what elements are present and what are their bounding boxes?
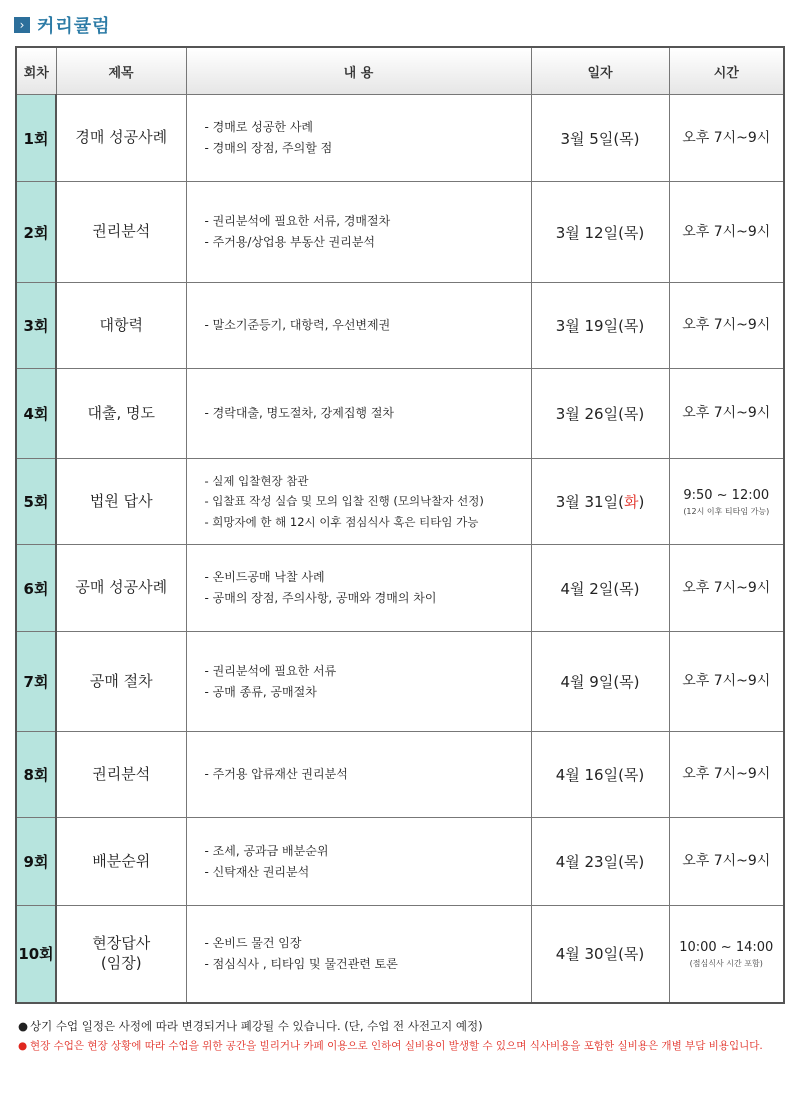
session-title: 대항력 — [56, 283, 186, 369]
session-number: 9회 — [16, 818, 56, 906]
session-date: 3월 12일(목) — [531, 182, 669, 283]
time-note: (점심식사 시간 포함) — [689, 959, 763, 969]
content-line: - 점심식사 , 티타임 및 물건관련 토론 — [204, 956, 398, 971]
session-number: 3회 — [16, 283, 56, 369]
session-time: 오후 7시~9시 — [669, 95, 784, 182]
table-row — [16, 818, 784, 906]
content-line: - 조세, 공과금 배분순위 — [204, 843, 329, 858]
table-row — [16, 545, 784, 632]
header-title: 제목 — [56, 47, 186, 95]
session-title: 경매 성공사례 — [56, 95, 186, 182]
note-text: 상기 수업 일정은 사정에 따라 변경되거나 폐강될 수 있습니다. (단, 수업 전 사전고지 예정) — [30, 1019, 483, 1033]
content-line: - 권리분석에 필요한 서류 — [204, 663, 337, 678]
session-content — [186, 818, 531, 906]
bullet-icon: ● — [18, 1019, 29, 1033]
header-date: 일자 — [531, 47, 669, 95]
time-range: 9:50 ~ 12:00 — [683, 488, 770, 503]
date-text-end: ) — [638, 493, 645, 511]
session-date: 4월 16일(목) — [531, 732, 669, 818]
session-content — [186, 369, 531, 459]
content-line: - 공매 종류, 공매절차 — [204, 684, 317, 699]
session-title-line: (임장) — [100, 953, 142, 972]
content-line: - 온비드공매 낙찰 사례 — [204, 570, 325, 584]
session-title: 대출, 명도 — [56, 369, 186, 459]
session-date — [531, 459, 669, 545]
header-session: 회차 — [16, 47, 56, 95]
table-row — [16, 732, 784, 818]
session-title: 공매 절차 — [56, 632, 186, 732]
content-line: - 주거용 압류재산 권리분석 — [204, 767, 348, 781]
session-date: 4월 2일(목) — [531, 545, 669, 632]
date-weekday-highlight: 화 — [623, 493, 639, 511]
table-row — [16, 632, 784, 732]
session-number: 6회 — [16, 545, 56, 632]
session-number: 4회 — [16, 369, 56, 459]
session-time: 오후 7시~9시 — [669, 632, 784, 732]
session-date: 3월 26일(목) — [531, 369, 669, 459]
session-content — [186, 545, 531, 632]
note-item-warning — [18, 1036, 763, 1056]
content-line: - 경매의 장점, 주의할 점 — [204, 141, 333, 155]
section-heading — [14, 12, 111, 38]
table-row — [16, 906, 784, 1003]
table-row — [16, 283, 784, 369]
session-time: 오후 7시~9시 — [669, 732, 784, 818]
session-time: 오후 7시~9시 — [669, 369, 784, 459]
content-line: - 온비드 물건 임장 — [204, 935, 302, 950]
session-date: 4월 23일(목) — [531, 818, 669, 906]
session-title-line: 현장답사 — [92, 934, 151, 953]
session-title — [56, 906, 186, 1003]
session-date: 3월 5일(목) — [531, 95, 669, 182]
content-line: - 경락대출, 명도절차, 강제집행 절차 — [204, 406, 395, 420]
content-line: - 말소기준등기, 대항력, 우선변제권 — [204, 318, 391, 332]
session-number: 10회 — [16, 906, 56, 1003]
session-content — [186, 732, 531, 818]
session-title: 권리분석 — [56, 732, 186, 818]
bullet-icon: ● — [18, 1040, 28, 1052]
session-content — [186, 459, 531, 545]
session-time: 오후 7시~9시 — [669, 818, 784, 906]
session-content — [186, 906, 531, 1003]
time-range: 10:00 ~ 14:00 — [679, 940, 774, 956]
session-number: 2회 — [16, 182, 56, 283]
content-line: - 주거용/상업용 부동산 권리분석 — [204, 235, 376, 249]
session-date: 4월 9일(목) — [531, 632, 669, 732]
session-time: 오후 7시~9시 — [669, 545, 784, 632]
session-title: 권리분석 — [56, 182, 186, 283]
curriculum-table — [15, 46, 785, 1004]
session-time: 오후 7시~9시 — [669, 283, 784, 369]
date-text: 3월 31일( — [555, 493, 624, 511]
session-title: 배분순위 — [56, 818, 186, 906]
session-title: 법원 답사 — [56, 459, 186, 545]
header-content: 내 용 — [186, 47, 531, 95]
session-time: 오후 7시~9시 — [669, 182, 784, 283]
table-header-row — [16, 47, 784, 95]
content-line: - 신탁재산 권리분석 — [204, 864, 310, 879]
session-date: 3월 19일(목) — [531, 283, 669, 369]
session-date: 4월 30일(목) — [531, 906, 669, 1003]
table-row — [16, 95, 784, 182]
content-line: - 권리분석에 필요한 서류, 경매절차 — [204, 214, 391, 228]
session-time — [669, 906, 784, 1003]
content-line: - 공매의 장점, 주의사항, 공매와 경매의 차이 — [204, 591, 437, 605]
section-title: 커리큘럼 — [37, 16, 111, 37]
note-text: 현장 수업은 현장 상황에 따라 수업을 위한 공간을 빌리거나 카페 이용으로 인하여 실비용이 발생할 수 있으며 식사비용을 포함한 실비용은 개별 부담 비용입니다. — [30, 1040, 763, 1052]
notes — [18, 1016, 763, 1056]
table-row — [16, 459, 784, 545]
session-number: 5회 — [16, 459, 56, 545]
chevron-right-icon: › — [14, 17, 30, 33]
session-content — [186, 95, 531, 182]
header-time: 시간 — [669, 47, 784, 95]
note-item — [18, 1016, 763, 1036]
session-title: 공매 성공사례 — [56, 545, 186, 632]
table-row — [16, 369, 784, 459]
session-number: 7회 — [16, 632, 56, 732]
session-number: 1회 — [16, 95, 56, 182]
content-line: - 입찰표 작성 실습 및 모의 입찰 진행 (모의낙찰자 선정) — [204, 494, 484, 509]
table-row — [16, 182, 784, 283]
content-line: - 경매로 성공한 사례 — [204, 120, 314, 134]
session-content — [186, 632, 531, 732]
content-line: - 실제 입찰현장 참관 — [204, 474, 309, 489]
session-time — [669, 459, 784, 545]
session-number: 8회 — [16, 732, 56, 818]
time-note: (12시 이후 티타임 가능) — [683, 507, 770, 516]
content-line: - 희망자에 한 해 12시 이후 점심식사 혹은 티타임 가능 — [204, 514, 479, 529]
session-content — [186, 283, 531, 369]
session-content — [186, 182, 531, 283]
